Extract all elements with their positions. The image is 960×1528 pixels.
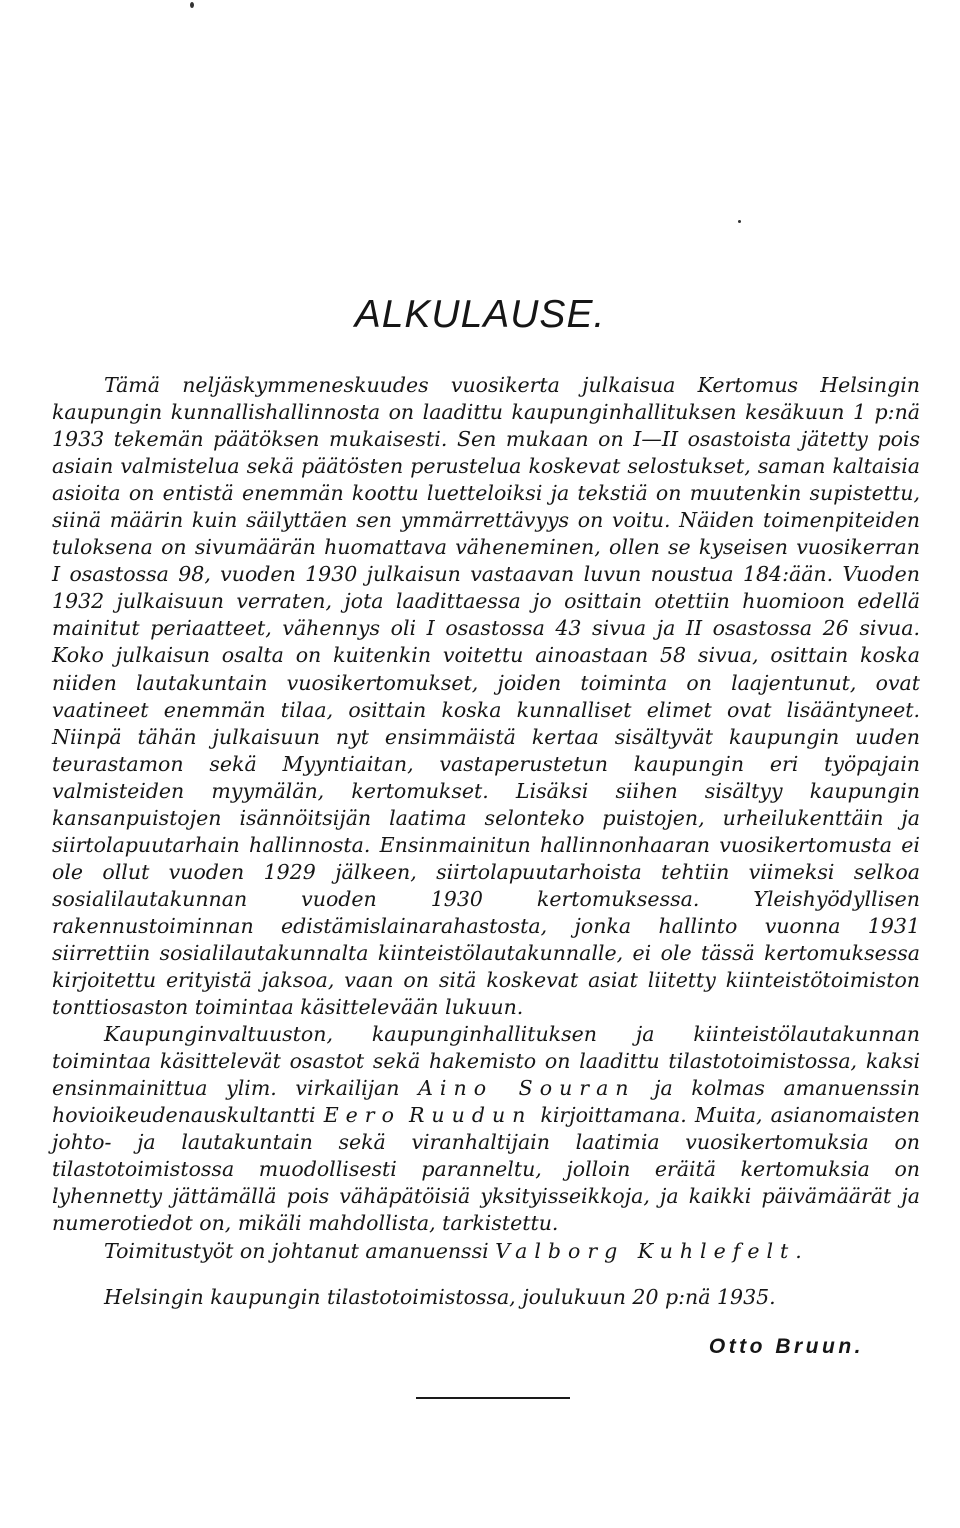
signature: Otto Bruun.	[708, 1335, 864, 1358]
person-name-valborg-kuhlefelt: Valborg Kuhlefelt.	[495, 1238, 809, 1263]
paragraph-3	[52, 1238, 920, 1265]
paragraph-2-text-a: Kaupunginvaltuuston, kaupunginhallituksen ja kiinteistölautakunnan toimintaa käsittelevät osastot sekä hakemisto on laadittu tilastotoimistossa, kaksi ensinmainittua ylim. virkailijan	[52, 1022, 920, 1101]
paragraph-3-text: Toimitustyöt on johtanut amanuenssi	[104, 1238, 489, 1263]
scan-speck	[738, 220, 741, 223]
paragraph-1: Tämä neljäskymmeneskuudes vuosikerta julkaisua Kertomus Helsingin kaupungin kunnallishallinnosta on laadittu kaupunginhallituksen kesäkuun 1 p:nä 1933 tekemän päätöksen mukaisesti. Sen mukaan on I—II osastoista jätetty pois asiain valmistelua sekä päätösten perustelua koskevat selostukset, saman kaltaisia asioita on entistä enemmän koottu luetteloiksi ja tekstiä on muutenkin supistettu, siinä määrin kuin säilyttäen sen ymmärrettävyys on voitu. Näiden toimenpiteiden tuloksena on sivumäärän huomattava väheneminen, ollen se kyseisen vuosikerran I osastossa 98, vuoden 1930 julkaisun vastaavan luvun noustua 184:ään. Vuoden 1932 julkaisuun verraten, jota laadittaessa jo osittain otettiin huomioon edellä mainitut periaatteet, vähennys oli I osastossa 43 sivua ja II osastossa 26 sivua. Koko julkaisun osalta on kuitenkin voitettu ainoastaan 58 sivua, osittain koska niiden lautakuntain vuosikertomukset, joiden toiminta on laajentunut, ovat vaatineet enemmän tilaa, osittain koska kunnalliset elimet ovat lisääntyneet. Niinpä tähän julkaisuun nyt ensimmäistä kertaa sisältyvät kaupungin uuden teurastamon sekä Myyntiaitan, vastaperustetun kaupungin eri työpajain valmisteiden myymälän, kertomukset. Lisäksi siihen sisältyy kaupungin kansanpuistojen isännöitsijän laatima selonteko puistojen, urheilukenttäin ja siirtolapuutarhain hallinnosta. Ensinmainitun hallinnonhaaran vuosikertomusta ei ole ollut vuoden 1929 jälkeen, siirtolapuutarhoista tehtiin viimeksi selkoa sosialilautakunnan vuoden 1930 kertomuksessa. Yleishyödyllisen rakennustoiminnan edistämislainarahastosta, jonka hallinto vuonna 1931 siirrettiin sosialilautakunnalta kiinteistölautakunnalle, ei ole tässä kertomuksessa kirjoitettu erityistä jaksoa, vaan on sitä koskevat asiat liitetty kiinteistötoimiston tonttiosaston toimintaa käsittelevään lukuun.	[52, 373, 920, 1020]
scan-speck	[190, 2, 194, 8]
body-text	[52, 372, 920, 1265]
person-name-aino-soura: Aino Souran	[418, 1076, 636, 1101]
paragraph-2-text-c: kirjoittamana. Muita, asianomaisten johto- ja lautakuntain sekä viranhaltijain laatimia vuosikertomuksia on tilastotoimistossa muodollisesti paranneltu, jolloin eräitä kertomuksia on lyhennetty jättämällä pois vähäpätöisiä yksityisseikkoja, ja kaikki päivämäärät ja numerotiedot on, mikäli mahdollista, tarkistettu.	[52, 1103, 920, 1236]
paragraph-2-text-b: ja kolmas amanuenssin hovioikeudenauskultantti	[52, 1076, 920, 1128]
closing-place-date: Helsingin kaupungin tilastotoimistossa, joulukuun 20 p:nä 1935.	[104, 1285, 776, 1309]
page-title: ALKULAUSE.	[354, 293, 606, 336]
paragraph-2	[52, 1021, 920, 1237]
person-name-eero: Eero	[323, 1103, 401, 1128]
closing-rule	[416, 1397, 570, 1399]
person-name-ruutu: Ruudun	[409, 1103, 533, 1128]
